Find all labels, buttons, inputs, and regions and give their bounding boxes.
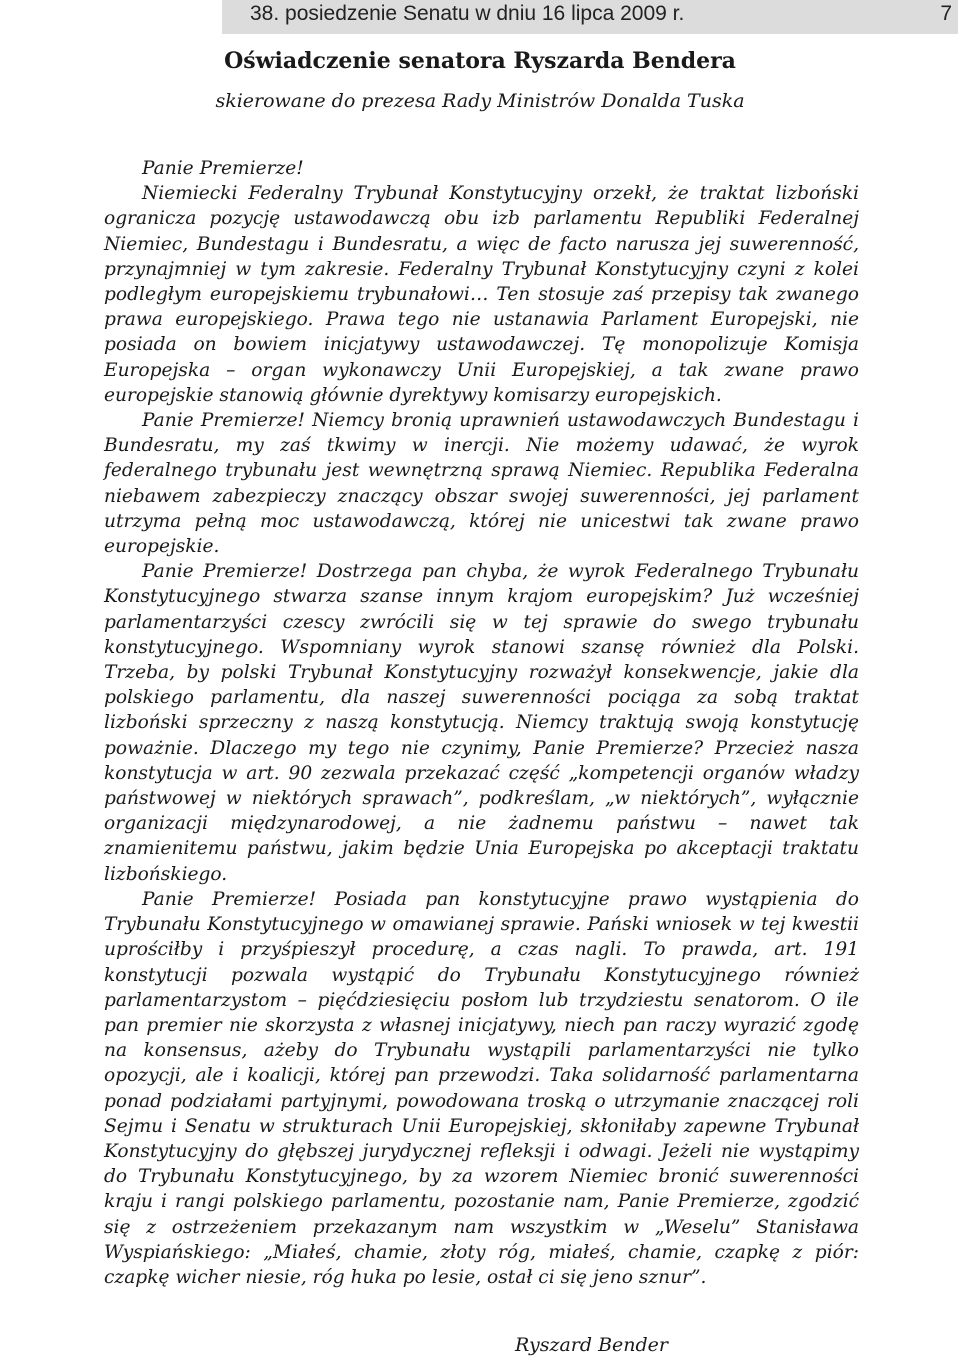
page-number: 7 <box>940 2 952 25</box>
salutation: Panie Premierze! <box>142 158 304 179</box>
document-body <box>104 156 859 1290</box>
document-subtitle: skierowane do prezesa Rady Ministrów Donalda Tuska <box>215 90 745 112</box>
body-paragraph: Panie Premierze! Dostrzega pan chyba, że wyrok Federalnego Trybunału Konstytucyjnego stwarza szanse innym krajom europejskim? Już wcześniej parlamentarzyści czescy zwrócili się w tej sprawie do swego trybunału konstytucyjnego. Wspomniany wyrok stanowi szansę również dla Polski. Trzeba, by polski Trybunał Konstytucyjny rozważył konsekwencje, jakie dla polskiego parlamentu, dla naszej suwerenności pociąga za sobą traktat lizboński sprzeczny z naszą konstytucją. Niemcy traktują swoją konstytucję poważnie. Dlaczego my tego nie czynimy, Panie Premierze? Przecież nasza konstytucja w art. 90 zezwala przekazać część „kompetencji organów władzy państwowej w niektórych sprawach”, podkreślam, „w niektórych”, wyłącznie organizacji międzynarodowej, a nie żadnemu państwu – nawet tak znamienitemu państwu, jakim będzie Unia Europejska po akceptacji traktatu lizbońskiego. <box>104 561 859 885</box>
body-paragraph: Niemiecki Federalny Trybunał Konstytucyjny orzekł, że traktat lizboński ogranicza pozycję ustawodawczą obu izb parlamentu Republiki Federalnej Niemiec, Bundestagu i Bundesratu, a więc de facto narusza jej suwerenność, przynajmniej w tym zakresie. Federalny Trybunał Konstytucyjny czyni z kolei podległym europejskiemu trybunałowi… Ten stosuje zaś przepisy tak zwanego prawa europejskiego. Prawa tego nie ustanawia Parlament Europejski, nie posiada on bowiem inicjatywy ustawodawczej. Tę monopolizuje Komisja Europejska – organ wykonawczy Unii Europejskiej, a tak zwane prawo europejskie stanowią głównie dyrektywy komisarzy europejskich. <box>104 183 859 406</box>
header-title: 38. posiedzenie Senatu w dniu 16 lipca 2009 r. <box>250 2 685 25</box>
page-header <box>222 0 958 34</box>
body-paragraph: Panie Premierze! Niemcy bronią uprawnień ustawodawczych Bundestagu i Bundesratu, my zaś tkwimy w inercji. Nie możemy udawać, że wyrok federalnego trybunału jest wewnętrzną sprawą Niemiec. Republika Federalna niebawem zabezpieczy znaczący obszar swojej suwerenności, jej parlament utrzyma pełną moc ustawodawczą, której nie unicestwi tak zwane prawo europejskie. <box>104 410 859 558</box>
body-paragraph: Panie Premierze! Posiada pan konstytucyjne prawo wystąpienia do Trybunału Konstytucyjnego w omawianej sprawie. Pański wniosek w tej kwestii uprościłby i przyśpieszył procedurę, a czas nagli. To prawda, art. 191 konstytucji pozwala wystąpić do Trybunału Konstytucyjnego również parlamentarzystom – pięćdziesięciu posłom lub trzydziestu senatorom. O ile pan premier nie skorzysta z własnej inicjatywy, niech pan raczy wyrazić zgodę na konsensus, ażeby do Trybunału wystąpili parlamentarzyści nie tylko opozycji, ale i koalicji, której pan przewodzi. Taka solidarność parlamentarna ponad podziałami partyjnymi, powodowana troską o utrzymanie znaczącej roli Sejmu i Senatu w strukturach Unii Europejskiej, skłoniłaby zapewne Trybunał Konstytucyjny do głębszej jurydycznej refleksji i odwagi. Jeżeli nie wystąpimy do Trybunału Konstytucyjnego, by za wzorem Niemiec bronić suwerenności kraju i rangi polskiego parlamentu, pozostanie nam, Panie Premierze, zgodzić się z ostrzeżeniem przekazanym nam wszystkim w „Weselu” Stanisława Wyspiańskiego: „Miałeś, chamie, złoty róg, miałeś, chamie, czapkę z piór: czapkę wicher niesie, róg huka po lesie, ostał ci się jeno sznur”. <box>104 888 859 1288</box>
signature: Ryszard Bender <box>514 1334 668 1356</box>
document-title: Oświadczenie senatora Ryszarda Bendera <box>224 48 736 74</box>
